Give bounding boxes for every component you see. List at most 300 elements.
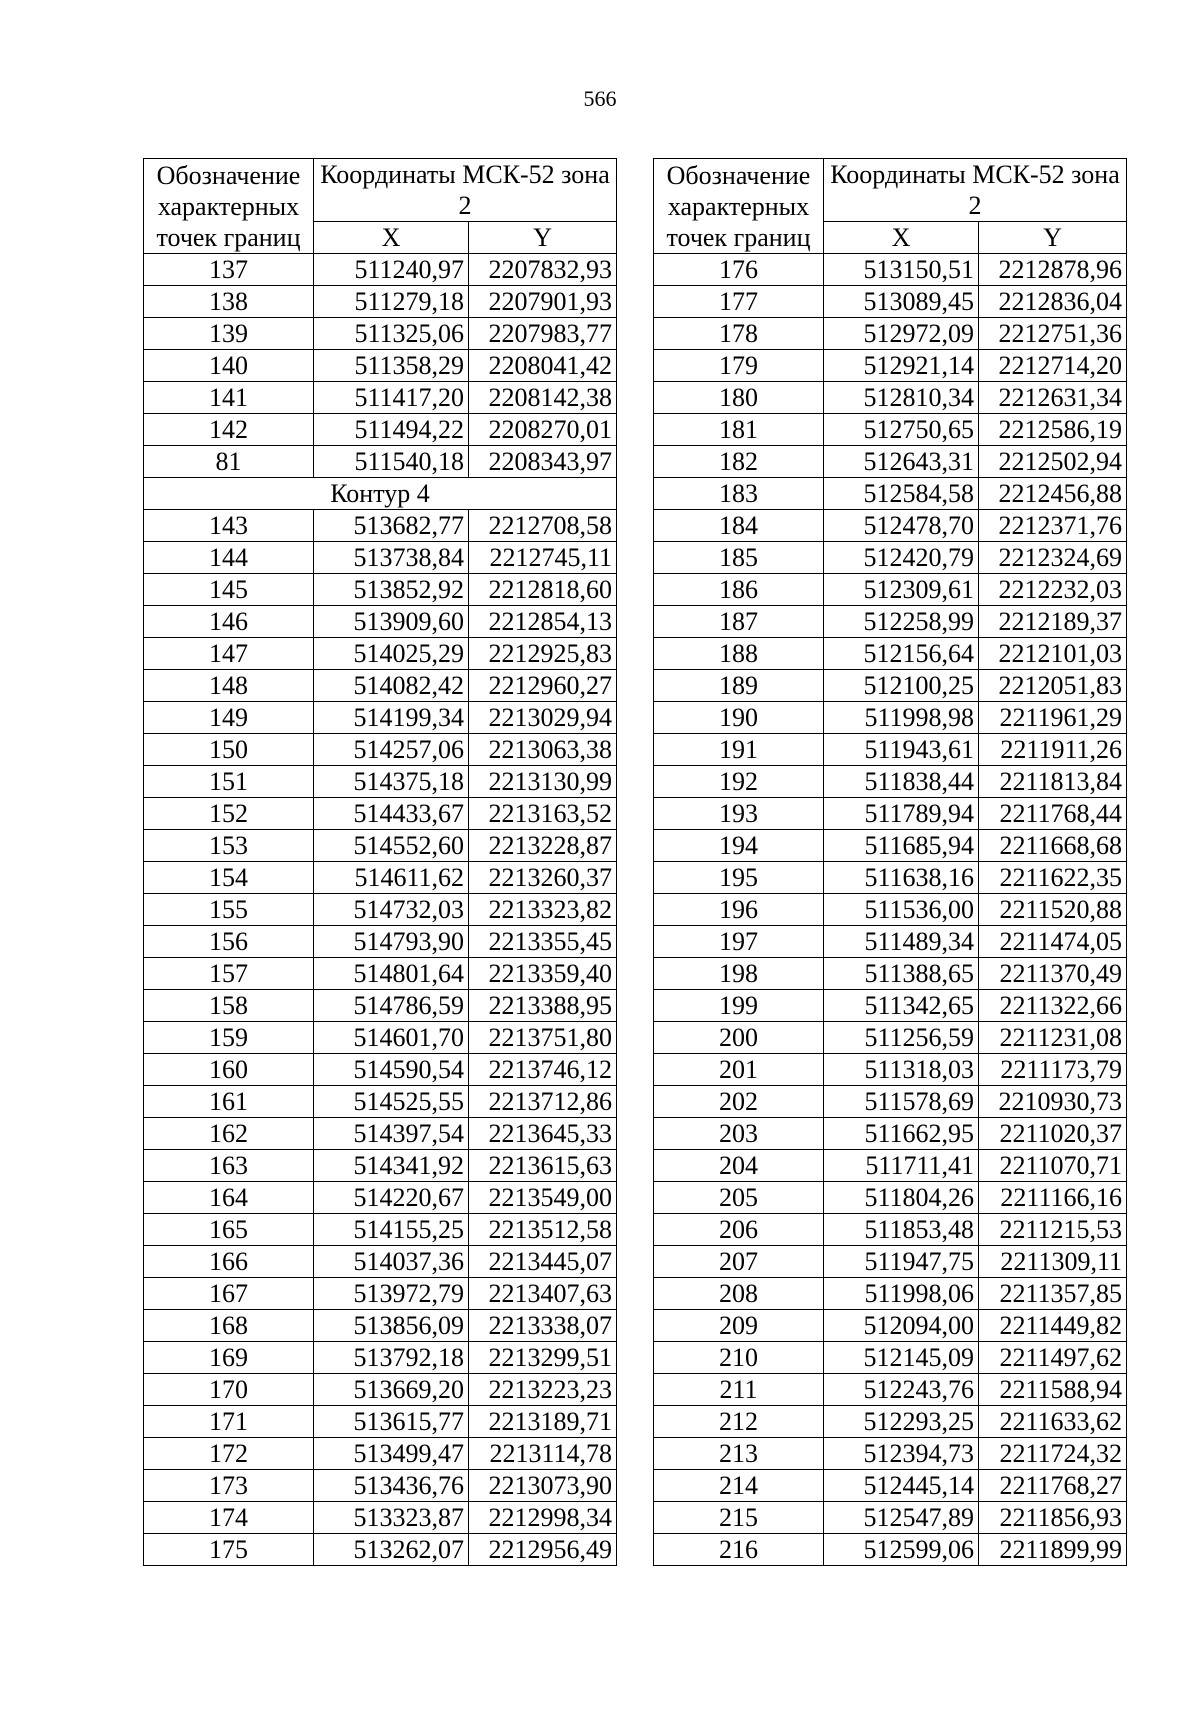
table-row bbox=[654, 894, 1127, 926]
x-cell: 513262,07 bbox=[314, 1534, 469, 1566]
y-cell: 2211520,88 bbox=[979, 894, 1127, 926]
point-cell: 192 bbox=[654, 766, 824, 798]
x-cell: 514082,42 bbox=[314, 670, 469, 702]
table-row bbox=[144, 990, 617, 1022]
x-cell: 511662,95 bbox=[824, 1118, 979, 1150]
x-cell: 514552,60 bbox=[314, 830, 469, 862]
x-cell: 511838,44 bbox=[824, 766, 979, 798]
x-cell: 511789,94 bbox=[824, 798, 979, 830]
table-row bbox=[144, 1182, 617, 1214]
x-cell: 511256,59 bbox=[824, 1022, 979, 1054]
y-cell: 2207983,77 bbox=[469, 318, 617, 350]
table-row bbox=[144, 1118, 617, 1150]
table-row bbox=[654, 446, 1127, 478]
x-cell: 512100,25 bbox=[824, 670, 979, 702]
y-cell: 2213260,37 bbox=[469, 862, 617, 894]
table-row bbox=[654, 1342, 1127, 1374]
point-cell: 195 bbox=[654, 862, 824, 894]
x-cell: 512258,99 bbox=[824, 606, 979, 638]
x-cell: 511947,75 bbox=[824, 1246, 979, 1278]
y-cell: 2213163,52 bbox=[469, 798, 617, 830]
point-cell: 212 bbox=[654, 1406, 824, 1438]
y-cell: 2211724,32 bbox=[979, 1438, 1127, 1470]
x-cell: 512643,31 bbox=[824, 446, 979, 478]
table-row bbox=[654, 1086, 1127, 1118]
table-row bbox=[144, 1502, 617, 1534]
y-cell: 2213130,99 bbox=[469, 766, 617, 798]
point-cell: 209 bbox=[654, 1310, 824, 1342]
x-cell: 513856,09 bbox=[314, 1310, 469, 1342]
x-cell: 514375,18 bbox=[314, 766, 469, 798]
point-cell: 176 bbox=[654, 254, 824, 286]
point-cell: 215 bbox=[654, 1502, 824, 1534]
x-cell: 511638,16 bbox=[824, 862, 979, 894]
coordinates-table-right bbox=[653, 158, 1127, 1566]
table-row bbox=[144, 606, 617, 638]
y-cell: 2212818,60 bbox=[469, 574, 617, 606]
table-row bbox=[144, 1374, 617, 1406]
y-cell: 2211070,71 bbox=[979, 1150, 1127, 1182]
point-cell: 145 bbox=[144, 574, 314, 606]
table-row bbox=[144, 1342, 617, 1374]
table-row bbox=[144, 350, 617, 382]
point-cell: 170 bbox=[144, 1374, 314, 1406]
x-cell: 513682,77 bbox=[314, 510, 469, 542]
y-cell: 2211668,68 bbox=[979, 830, 1127, 862]
point-cell: 206 bbox=[654, 1214, 824, 1246]
y-cell: 2213355,45 bbox=[469, 926, 617, 958]
y-cell: 2213323,82 bbox=[469, 894, 617, 926]
y-cell: 2213751,80 bbox=[469, 1022, 617, 1054]
point-cell: 204 bbox=[654, 1150, 824, 1182]
y-cell: 2211961,29 bbox=[979, 702, 1127, 734]
x-cell: 512547,89 bbox=[824, 1502, 979, 1534]
point-cell: 137 bbox=[144, 254, 314, 286]
x-cell: 512445,14 bbox=[824, 1470, 979, 1502]
x-cell: 514037,36 bbox=[314, 1246, 469, 1278]
table-row bbox=[144, 958, 617, 990]
y-cell: 2208270,01 bbox=[469, 414, 617, 446]
page-number: 566 bbox=[583, 86, 617, 111]
y-cell: 2212708,58 bbox=[469, 510, 617, 542]
x-cell: 514155,25 bbox=[314, 1214, 469, 1246]
table-row bbox=[144, 830, 617, 862]
table-row bbox=[654, 382, 1127, 414]
header-x-label: X bbox=[824, 222, 979, 254]
point-cell: 141 bbox=[144, 382, 314, 414]
table-row bbox=[144, 798, 617, 830]
header-y-label: Y bbox=[979, 222, 1127, 254]
x-cell: 514601,70 bbox=[314, 1022, 469, 1054]
point-cell: 181 bbox=[654, 414, 824, 446]
table-row bbox=[144, 1438, 617, 1470]
table-row bbox=[654, 990, 1127, 1022]
point-cell: 200 bbox=[654, 1022, 824, 1054]
x-cell: 512599,06 bbox=[824, 1534, 979, 1566]
y-cell: 2212745,11 bbox=[469, 542, 617, 574]
header-point-label: Обозначение характерных точек границ bbox=[144, 159, 314, 254]
point-cell: 147 bbox=[144, 638, 314, 670]
y-cell: 2212502,94 bbox=[979, 446, 1127, 478]
x-cell: 512394,73 bbox=[824, 1438, 979, 1470]
table-row bbox=[654, 574, 1127, 606]
point-cell: 168 bbox=[144, 1310, 314, 1342]
y-cell: 2212854,13 bbox=[469, 606, 617, 638]
table-row bbox=[654, 478, 1127, 510]
y-cell: 2213388,95 bbox=[469, 990, 617, 1022]
table-row bbox=[144, 766, 617, 798]
table-row bbox=[144, 1214, 617, 1246]
point-cell: 202 bbox=[654, 1086, 824, 1118]
point-cell: 162 bbox=[144, 1118, 314, 1150]
table-row bbox=[654, 830, 1127, 862]
point-cell: 211 bbox=[654, 1374, 824, 1406]
table-row bbox=[144, 318, 617, 350]
y-cell: 2213615,63 bbox=[469, 1150, 617, 1182]
y-cell: 2213645,33 bbox=[469, 1118, 617, 1150]
y-cell: 2213712,86 bbox=[469, 1086, 617, 1118]
point-cell: 194 bbox=[654, 830, 824, 862]
table-row bbox=[654, 1022, 1127, 1054]
point-cell: 214 bbox=[654, 1470, 824, 1502]
table-row bbox=[144, 670, 617, 702]
x-cell: 511279,18 bbox=[314, 286, 469, 318]
x-cell: 514220,67 bbox=[314, 1182, 469, 1214]
point-cell: 177 bbox=[654, 286, 824, 318]
y-cell: 2213073,90 bbox=[469, 1470, 617, 1502]
x-cell: 511578,69 bbox=[824, 1086, 979, 1118]
x-cell: 514199,34 bbox=[314, 702, 469, 734]
table-body-left bbox=[144, 254, 617, 1566]
y-cell: 2212878,96 bbox=[979, 254, 1127, 286]
x-cell: 514525,55 bbox=[314, 1086, 469, 1118]
y-cell: 2211633,62 bbox=[979, 1406, 1127, 1438]
point-cell: 151 bbox=[144, 766, 314, 798]
point-cell: 81 bbox=[144, 446, 314, 478]
x-cell: 514341,92 bbox=[314, 1150, 469, 1182]
point-cell: 139 bbox=[144, 318, 314, 350]
y-cell: 2210930,73 bbox=[979, 1086, 1127, 1118]
y-cell: 2211231,08 bbox=[979, 1022, 1127, 1054]
table-row bbox=[144, 1534, 617, 1566]
x-cell: 511685,94 bbox=[824, 830, 979, 862]
x-cell: 512145,09 bbox=[824, 1342, 979, 1374]
x-cell: 511388,65 bbox=[824, 958, 979, 990]
table-row bbox=[144, 734, 617, 766]
x-cell: 513499,47 bbox=[314, 1438, 469, 1470]
x-cell: 514257,06 bbox=[314, 734, 469, 766]
x-cell: 514801,64 bbox=[314, 958, 469, 990]
section-label: Контур 4 bbox=[144, 478, 617, 510]
table-row bbox=[654, 798, 1127, 830]
y-cell: 2208041,42 bbox=[469, 350, 617, 382]
point-cell: 167 bbox=[144, 1278, 314, 1310]
y-cell: 2213359,40 bbox=[469, 958, 617, 990]
point-cell: 157 bbox=[144, 958, 314, 990]
table-row bbox=[654, 606, 1127, 638]
x-cell: 513972,79 bbox=[314, 1278, 469, 1310]
coordinates-table-left bbox=[143, 158, 617, 1566]
y-cell: 2212189,37 bbox=[979, 606, 1127, 638]
table-row bbox=[654, 734, 1127, 766]
y-cell: 2212232,03 bbox=[979, 574, 1127, 606]
table-row bbox=[144, 1406, 617, 1438]
point-cell: 203 bbox=[654, 1118, 824, 1150]
x-cell: 511943,61 bbox=[824, 734, 979, 766]
y-cell: 2207901,93 bbox=[469, 286, 617, 318]
point-cell: 191 bbox=[654, 734, 824, 766]
point-cell: 143 bbox=[144, 510, 314, 542]
y-cell: 2213512,58 bbox=[469, 1214, 617, 1246]
point-cell: 148 bbox=[144, 670, 314, 702]
section-row bbox=[144, 478, 617, 510]
point-cell: 188 bbox=[654, 638, 824, 670]
x-cell: 512478,70 bbox=[824, 510, 979, 542]
table-row bbox=[654, 766, 1127, 798]
point-cell: 180 bbox=[654, 382, 824, 414]
y-cell: 2213746,12 bbox=[469, 1054, 617, 1086]
x-cell: 514786,59 bbox=[314, 990, 469, 1022]
table-row bbox=[144, 894, 617, 926]
y-cell: 2213549,00 bbox=[469, 1182, 617, 1214]
table-row bbox=[654, 1246, 1127, 1278]
y-cell: 2212956,49 bbox=[469, 1534, 617, 1566]
x-cell: 513089,45 bbox=[824, 286, 979, 318]
point-cell: 189 bbox=[654, 670, 824, 702]
point-cell: 140 bbox=[144, 350, 314, 382]
table-row bbox=[654, 414, 1127, 446]
y-cell: 2213223,23 bbox=[469, 1374, 617, 1406]
x-cell: 512420,79 bbox=[824, 542, 979, 574]
y-cell: 2211899,99 bbox=[979, 1534, 1127, 1566]
x-cell: 512309,61 bbox=[824, 574, 979, 606]
x-cell: 511853,48 bbox=[824, 1214, 979, 1246]
point-cell: 201 bbox=[654, 1054, 824, 1086]
y-cell: 2211020,37 bbox=[979, 1118, 1127, 1150]
y-cell: 2211622,35 bbox=[979, 862, 1127, 894]
x-cell: 513738,84 bbox=[314, 542, 469, 574]
table-row bbox=[144, 414, 617, 446]
y-cell: 2213189,71 bbox=[469, 1406, 617, 1438]
point-cell: 165 bbox=[144, 1214, 314, 1246]
table-row bbox=[654, 1118, 1127, 1150]
x-cell: 511358,29 bbox=[314, 350, 469, 382]
point-cell: 166 bbox=[144, 1246, 314, 1278]
table-row bbox=[144, 638, 617, 670]
table-row bbox=[144, 382, 617, 414]
point-cell: 152 bbox=[144, 798, 314, 830]
y-cell: 2211856,93 bbox=[979, 1502, 1127, 1534]
table-row bbox=[654, 1214, 1127, 1246]
x-cell: 511240,97 bbox=[314, 254, 469, 286]
table-row bbox=[144, 862, 617, 894]
x-cell: 512156,64 bbox=[824, 638, 979, 670]
point-cell: 149 bbox=[144, 702, 314, 734]
y-cell: 2212456,88 bbox=[979, 478, 1127, 510]
x-cell: 511494,22 bbox=[314, 414, 469, 446]
point-cell: 197 bbox=[654, 926, 824, 958]
point-cell: 213 bbox=[654, 1438, 824, 1470]
header-coords-label: Координаты МСК-52 зона 2 bbox=[314, 159, 617, 222]
table-row bbox=[654, 862, 1127, 894]
y-cell: 2212324,69 bbox=[979, 542, 1127, 574]
x-cell: 511417,20 bbox=[314, 382, 469, 414]
point-cell: 205 bbox=[654, 1182, 824, 1214]
table-row bbox=[654, 1054, 1127, 1086]
y-cell: 2212998,34 bbox=[469, 1502, 617, 1534]
table-row bbox=[654, 1534, 1127, 1566]
table-row bbox=[144, 1022, 617, 1054]
table-row bbox=[654, 958, 1127, 990]
y-cell: 2212101,03 bbox=[979, 638, 1127, 670]
y-cell: 2213299,51 bbox=[469, 1342, 617, 1374]
point-cell: 158 bbox=[144, 990, 314, 1022]
x-cell: 511998,06 bbox=[824, 1278, 979, 1310]
table-row bbox=[654, 1374, 1127, 1406]
table-row bbox=[144, 1278, 617, 1310]
table-row bbox=[144, 574, 617, 606]
table-row bbox=[144, 286, 617, 318]
x-cell: 511540,18 bbox=[314, 446, 469, 478]
table-row bbox=[654, 254, 1127, 286]
point-cell: 196 bbox=[654, 894, 824, 926]
x-cell: 511489,34 bbox=[824, 926, 979, 958]
point-cell: 199 bbox=[654, 990, 824, 1022]
y-cell: 2208343,97 bbox=[469, 446, 617, 478]
x-cell: 511804,26 bbox=[824, 1182, 979, 1214]
y-cell: 2213407,63 bbox=[469, 1278, 617, 1310]
y-cell: 2211449,82 bbox=[979, 1310, 1127, 1342]
table-row bbox=[144, 1086, 617, 1118]
table-row bbox=[654, 1278, 1127, 1310]
x-cell: 514793,90 bbox=[314, 926, 469, 958]
point-cell: 178 bbox=[654, 318, 824, 350]
table-row bbox=[654, 670, 1127, 702]
y-cell: 2207832,93 bbox=[469, 254, 617, 286]
x-cell: 514732,03 bbox=[314, 894, 469, 926]
header-point-label: Обозначение характерных точек границ bbox=[654, 159, 824, 254]
y-cell: 2208142,38 bbox=[469, 382, 617, 414]
table-row bbox=[654, 1438, 1127, 1470]
x-cell: 514433,67 bbox=[314, 798, 469, 830]
y-cell: 2212631,34 bbox=[979, 382, 1127, 414]
x-cell: 514397,54 bbox=[314, 1118, 469, 1150]
point-cell: 142 bbox=[144, 414, 314, 446]
y-cell: 2212751,36 bbox=[979, 318, 1127, 350]
x-cell: 512243,76 bbox=[824, 1374, 979, 1406]
header-coords-label: Координаты МСК-52 зона 2 bbox=[824, 159, 1127, 222]
header-x-label: X bbox=[314, 222, 469, 254]
point-cell: 161 bbox=[144, 1086, 314, 1118]
x-cell: 511325,06 bbox=[314, 318, 469, 350]
point-cell: 173 bbox=[144, 1470, 314, 1502]
table-row bbox=[654, 926, 1127, 958]
x-cell: 511536,00 bbox=[824, 894, 979, 926]
point-cell: 159 bbox=[144, 1022, 314, 1054]
x-cell: 513792,18 bbox=[314, 1342, 469, 1374]
point-cell: 179 bbox=[654, 350, 824, 382]
y-cell: 2213114,78 bbox=[469, 1438, 617, 1470]
point-cell: 198 bbox=[654, 958, 824, 990]
x-cell: 512750,65 bbox=[824, 414, 979, 446]
point-cell: 193 bbox=[654, 798, 824, 830]
x-cell: 511998,98 bbox=[824, 702, 979, 734]
point-cell: 207 bbox=[654, 1246, 824, 1278]
table-row bbox=[654, 1150, 1127, 1182]
y-cell: 2211497,62 bbox=[979, 1342, 1127, 1374]
table-row bbox=[144, 510, 617, 542]
y-cell: 2212836,04 bbox=[979, 286, 1127, 318]
y-cell: 2211370,49 bbox=[979, 958, 1127, 990]
table-row bbox=[654, 510, 1127, 542]
y-cell: 2211357,85 bbox=[979, 1278, 1127, 1310]
y-cell: 2212051,83 bbox=[979, 670, 1127, 702]
point-cell: 153 bbox=[144, 830, 314, 862]
y-cell: 2212371,76 bbox=[979, 510, 1127, 542]
y-cell: 2211474,05 bbox=[979, 926, 1127, 958]
y-cell: 2212586,19 bbox=[979, 414, 1127, 446]
point-cell: 175 bbox=[144, 1534, 314, 1566]
y-cell: 2211768,27 bbox=[979, 1470, 1127, 1502]
point-cell: 187 bbox=[654, 606, 824, 638]
point-cell: 150 bbox=[144, 734, 314, 766]
x-cell: 512584,58 bbox=[824, 478, 979, 510]
x-cell: 512921,14 bbox=[824, 350, 979, 382]
y-cell: 2211166,16 bbox=[979, 1182, 1127, 1214]
x-cell: 512094,00 bbox=[824, 1310, 979, 1342]
point-cell: 184 bbox=[654, 510, 824, 542]
x-cell: 512972,09 bbox=[824, 318, 979, 350]
point-cell: 160 bbox=[144, 1054, 314, 1086]
x-cell: 513669,20 bbox=[314, 1374, 469, 1406]
point-cell: 155 bbox=[144, 894, 314, 926]
point-cell: 164 bbox=[144, 1182, 314, 1214]
y-cell: 2211813,84 bbox=[979, 766, 1127, 798]
table-row bbox=[144, 1054, 617, 1086]
x-cell: 513615,77 bbox=[314, 1406, 469, 1438]
point-cell: 183 bbox=[654, 478, 824, 510]
y-cell: 2212714,20 bbox=[979, 350, 1127, 382]
point-cell: 144 bbox=[144, 542, 314, 574]
table-row bbox=[654, 350, 1127, 382]
point-cell: 156 bbox=[144, 926, 314, 958]
table-row bbox=[144, 1150, 617, 1182]
y-cell: 2212925,83 bbox=[469, 638, 617, 670]
point-cell: 169 bbox=[144, 1342, 314, 1374]
table-row bbox=[144, 446, 617, 478]
point-cell: 182 bbox=[654, 446, 824, 478]
table-row bbox=[654, 1310, 1127, 1342]
point-cell: 172 bbox=[144, 1438, 314, 1470]
point-cell: 174 bbox=[144, 1502, 314, 1534]
x-cell: 511711,41 bbox=[824, 1150, 979, 1182]
point-cell: 185 bbox=[654, 542, 824, 574]
y-cell: 2211309,11 bbox=[979, 1246, 1127, 1278]
table-row bbox=[144, 926, 617, 958]
x-cell: 511342,65 bbox=[824, 990, 979, 1022]
y-cell: 2213228,87 bbox=[469, 830, 617, 862]
x-cell: 514590,54 bbox=[314, 1054, 469, 1086]
y-cell: 2211322,66 bbox=[979, 990, 1127, 1022]
x-cell: 513909,60 bbox=[314, 606, 469, 638]
x-cell: 511318,03 bbox=[824, 1054, 979, 1086]
point-cell: 163 bbox=[144, 1150, 314, 1182]
point-cell: 210 bbox=[654, 1342, 824, 1374]
y-cell: 2211215,53 bbox=[979, 1214, 1127, 1246]
y-cell: 2211768,44 bbox=[979, 798, 1127, 830]
y-cell: 2213063,38 bbox=[469, 734, 617, 766]
point-cell: 138 bbox=[144, 286, 314, 318]
